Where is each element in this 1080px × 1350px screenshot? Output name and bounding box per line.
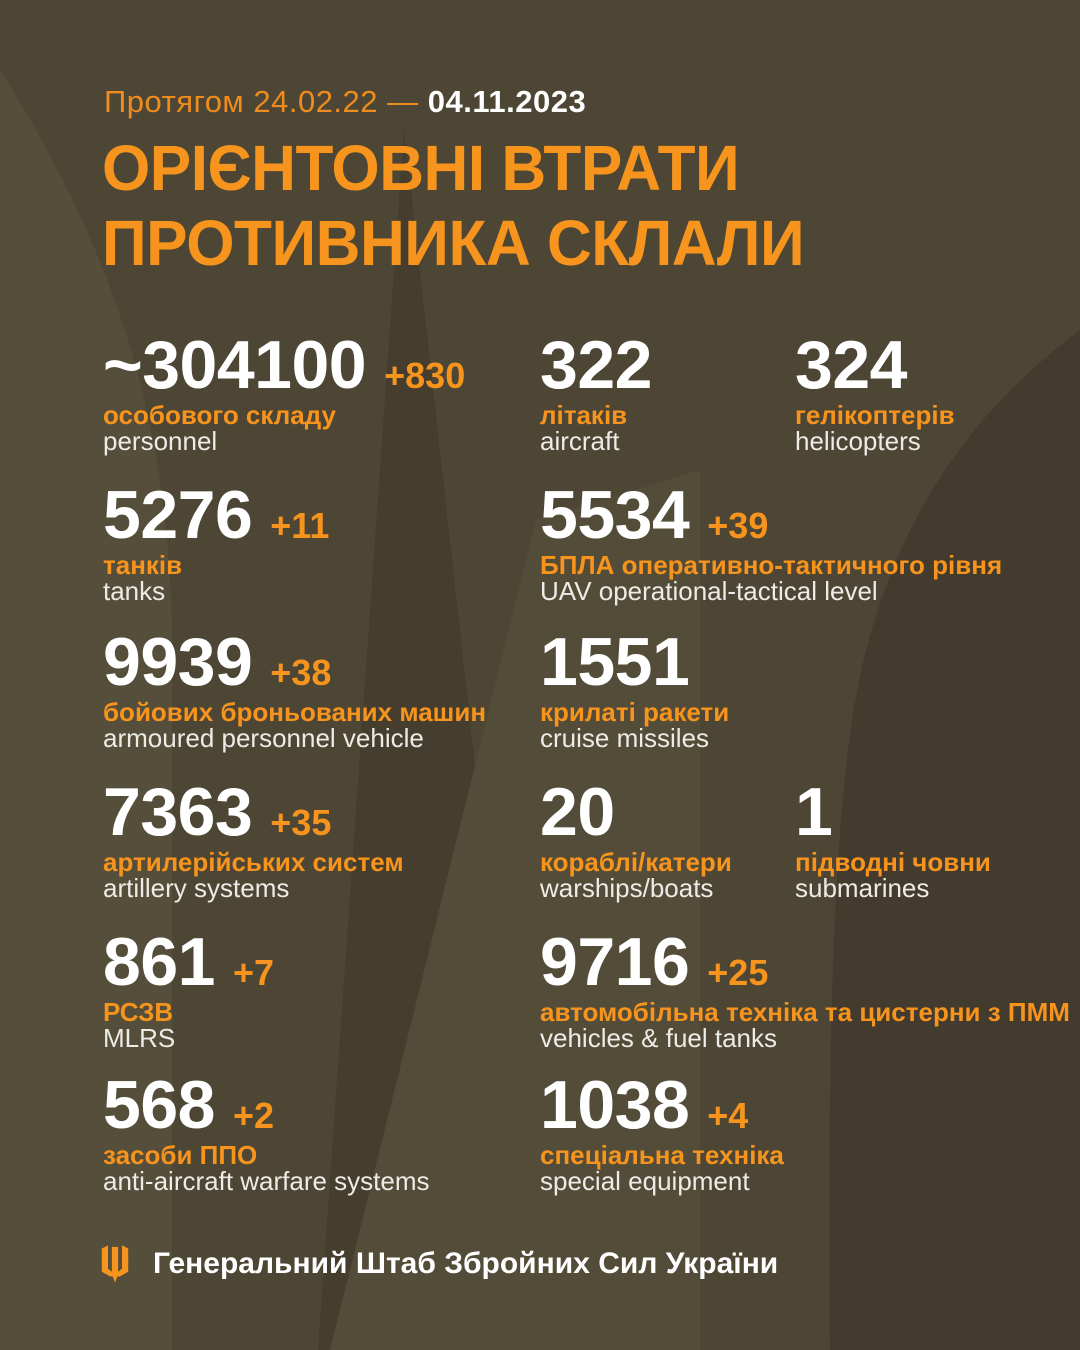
footer-org-name: Генеральний Штаб Збройних Сил України bbox=[153, 1247, 779, 1280]
stat-helicopters bbox=[795, 327, 955, 456]
stat-delta: +39 bbox=[707, 505, 769, 546]
footer bbox=[101, 1244, 778, 1284]
stat-anti-aircraft bbox=[103, 1067, 430, 1196]
stat-aircraft bbox=[540, 327, 670, 456]
stat-label-ua: РСЗВ bbox=[103, 997, 174, 1027]
stat-label-en: armoured personnel vehicle bbox=[103, 723, 424, 753]
stat-value: ~304100 bbox=[103, 327, 367, 403]
stat-label-ua: автомобільна техніка та цистерни з ПММ bbox=[540, 997, 1070, 1027]
stat-value: 9939 bbox=[103, 624, 253, 700]
title-line-1: ОРІЄНТОВНІ ВТРАТИ bbox=[102, 132, 740, 204]
period-line bbox=[104, 84, 586, 120]
stat-delta: +35 bbox=[270, 802, 332, 843]
stat-value: 1 bbox=[795, 774, 833, 850]
stat-value: 5534 bbox=[540, 477, 690, 553]
stat-label-en: tanks bbox=[103, 576, 166, 606]
stat-mlrs bbox=[103, 924, 275, 1053]
stat-delta: +7 bbox=[232, 952, 275, 993]
page-title bbox=[102, 131, 804, 281]
stat-cruise-missiles bbox=[540, 624, 730, 753]
stat-label-ua: БПЛА оперативно-тактичного рівня bbox=[540, 550, 1003, 580]
stat-label-en: MLRS bbox=[103, 1023, 176, 1053]
stat-label-ua: кораблі/катери bbox=[540, 847, 732, 877]
stat-value: 324 bbox=[795, 327, 907, 403]
stat-label-ua: артилерійських систем bbox=[103, 847, 404, 877]
stat-value: 861 bbox=[103, 924, 215, 1000]
stat-artillery bbox=[103, 774, 404, 903]
stat-uav bbox=[540, 477, 1003, 606]
title-line-2: ПРОТИВНИКА СКЛАЛИ bbox=[102, 207, 805, 279]
stat-delta: +2 bbox=[232, 1095, 275, 1136]
stat-label-en: warships/boats bbox=[540, 873, 714, 903]
stat-label-ua: бойових броньованих машин bbox=[103, 697, 487, 727]
stat-submarines bbox=[795, 774, 991, 903]
stat-label-ua: засоби ППО bbox=[103, 1140, 258, 1170]
stat-label-en: helicopters bbox=[795, 426, 921, 456]
stat-vehicles-fuel-tanks bbox=[540, 924, 1070, 1053]
stat-personnel bbox=[103, 327, 466, 456]
stat-tanks bbox=[103, 477, 330, 606]
stat-value: 9716 bbox=[540, 924, 690, 1000]
stat-label-en: cruise missiles bbox=[540, 723, 710, 753]
stat-label-en: artillery systems bbox=[103, 873, 290, 903]
stat-label-ua: спеціальна техніка bbox=[540, 1140, 784, 1170]
stat-label-ua: крилаті ракети bbox=[540, 697, 730, 727]
stat-value: 5276 bbox=[103, 477, 253, 553]
stat-value: 7363 bbox=[103, 774, 253, 850]
stat-value: 322 bbox=[540, 327, 652, 403]
stat-warships bbox=[540, 774, 732, 903]
stat-label-en: special equipment bbox=[540, 1166, 750, 1196]
stat-delta: +25 bbox=[707, 952, 769, 993]
stat-value: 568 bbox=[103, 1067, 215, 1143]
stat-label-en: aircraft bbox=[540, 426, 620, 456]
stat-label-ua: підводні човни bbox=[795, 847, 991, 877]
stat-delta: +830 bbox=[384, 355, 466, 396]
stat-label-ua: літаків bbox=[540, 400, 628, 430]
stat-special-equipment bbox=[540, 1067, 784, 1196]
trident-icon bbox=[101, 1244, 129, 1284]
stat-armoured-vehicles bbox=[103, 624, 487, 753]
stat-label-ua: гелікоптерів bbox=[795, 400, 955, 430]
stat-delta: +4 bbox=[707, 1095, 749, 1136]
stat-value: 20 bbox=[540, 774, 615, 850]
period-prefix: Протягом 24.02.22 — bbox=[104, 84, 428, 119]
stat-label-en: UAV operational-tactical level bbox=[540, 576, 878, 606]
stat-label-en: anti-aircraft warfare systems bbox=[103, 1166, 430, 1196]
stat-label-en: vehicles & fuel tanks bbox=[540, 1023, 778, 1053]
stat-label-ua: особового складу bbox=[103, 400, 336, 430]
stat-delta: +11 bbox=[270, 505, 330, 546]
stat-delta: +38 bbox=[270, 652, 332, 693]
stat-value: 1038 bbox=[540, 1067, 690, 1143]
stat-label-ua: танків bbox=[103, 550, 183, 580]
stat-label-en: personnel bbox=[103, 426, 218, 456]
report-date: 04.11.2023 bbox=[427, 84, 587, 119]
stat-label-en: submarines bbox=[795, 873, 930, 903]
stat-value: 1551 bbox=[540, 624, 690, 700]
